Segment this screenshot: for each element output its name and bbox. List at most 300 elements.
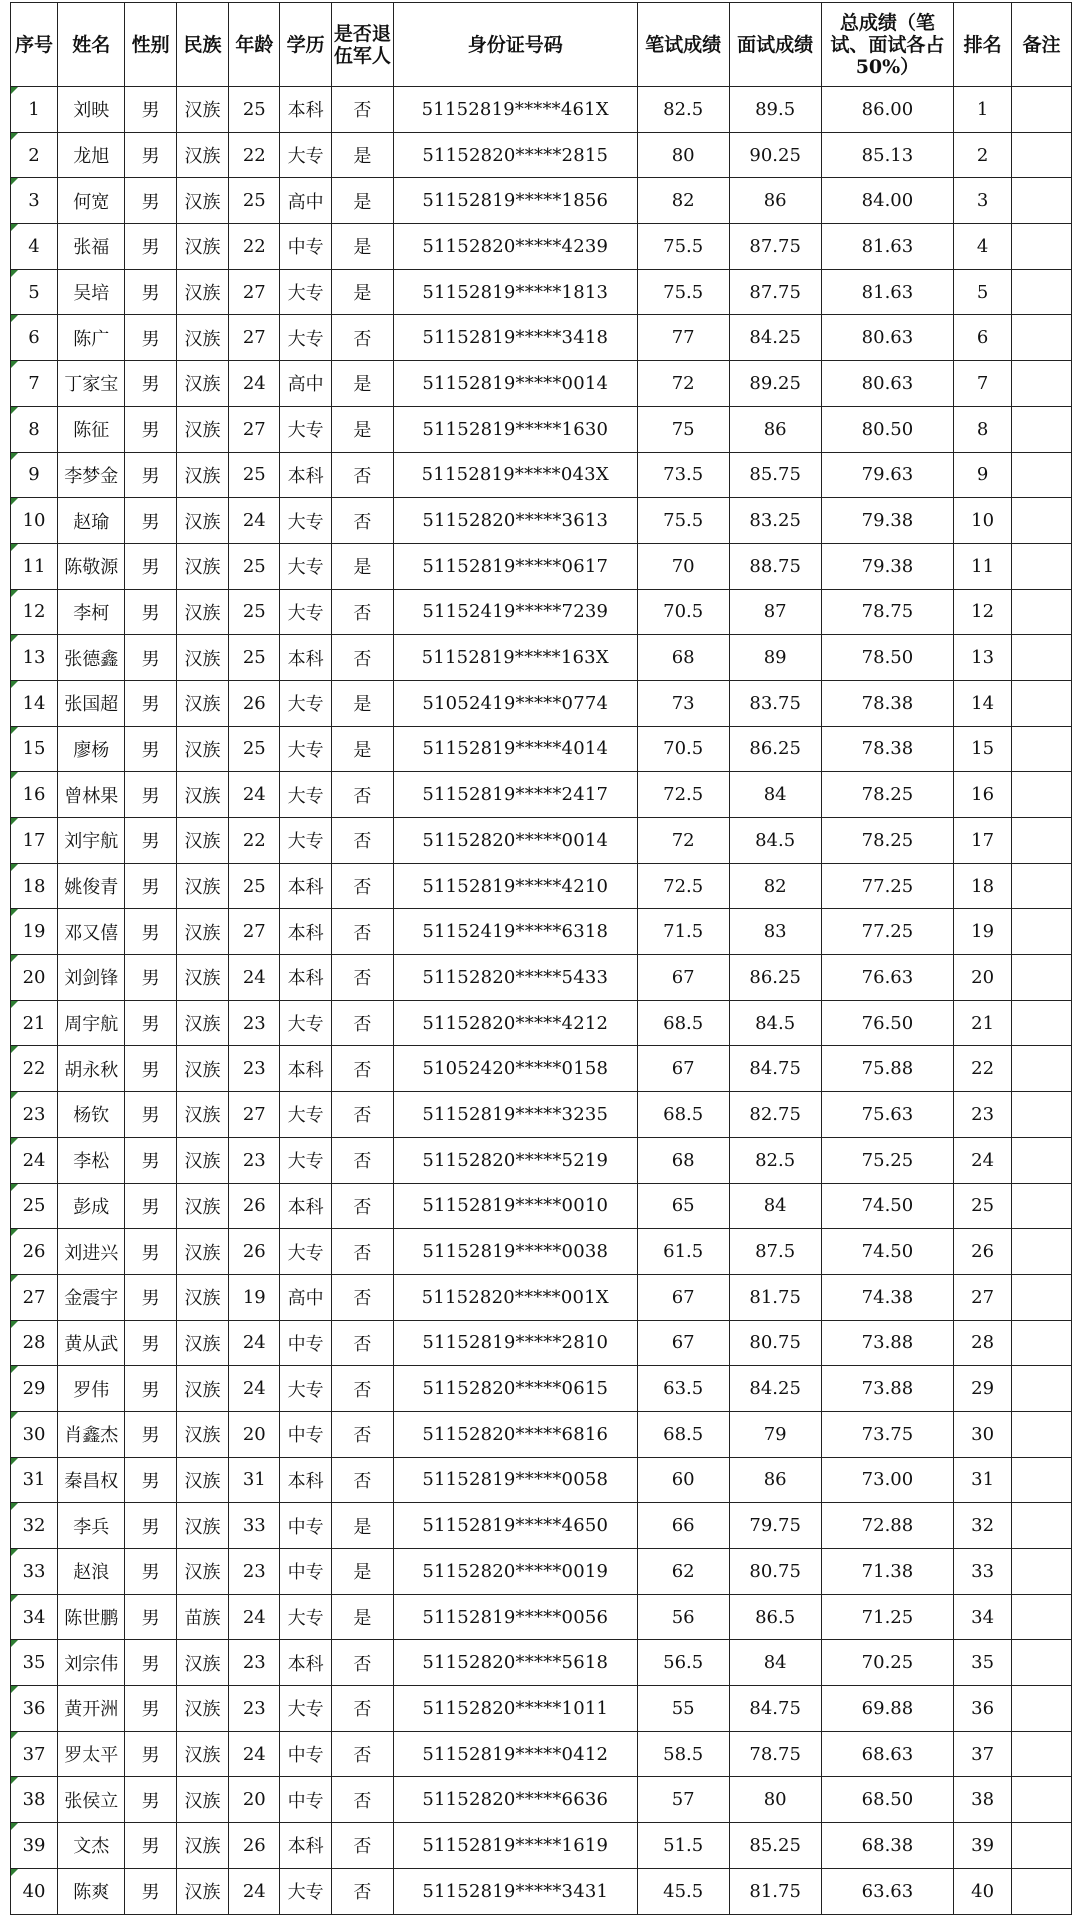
cell-id-number: 51152419*****7239 [393, 589, 637, 635]
cell-gender: 男 [125, 452, 176, 498]
cell-ethnicity: 汉族 [176, 772, 228, 818]
cell-veteran: 否 [331, 1731, 393, 1777]
cell-written-score: 77 [637, 315, 729, 361]
cell-remark [1012, 1457, 1072, 1503]
cell-education: 大专 [280, 680, 331, 726]
cell-age: 20 [229, 1411, 280, 1457]
cell-age: 25 [229, 87, 280, 133]
cell-remark [1012, 452, 1072, 498]
cell-seq: 12 [11, 589, 58, 635]
header-education: 学历 [280, 3, 331, 87]
header-interview-score: 面试成绩 [729, 3, 821, 87]
cell-written-score: 56 [637, 1594, 729, 1640]
cell-name: 何宽 [58, 178, 125, 224]
cell-total-score: 78.25 [821, 818, 954, 864]
cell-gender: 男 [125, 543, 176, 589]
cell-written-score: 80 [637, 132, 729, 178]
cell-seq: 19 [11, 909, 58, 955]
cell-interview-score: 84 [729, 1640, 821, 1686]
cell-gender: 男 [125, 224, 176, 270]
cell-seq: 34 [11, 1594, 58, 1640]
cell-gender: 男 [125, 1366, 176, 1412]
cell-rank: 2 [954, 132, 1012, 178]
cell-age: 25 [229, 543, 280, 589]
cell-id-number: 51052419*****0774 [393, 680, 637, 726]
cell-id-number: 51152820*****0014 [393, 818, 637, 864]
cell-total-score: 68.63 [821, 1731, 954, 1777]
cell-gender: 男 [125, 1823, 176, 1869]
cell-remark [1012, 1777, 1072, 1823]
cell-gender: 男 [125, 1274, 176, 1320]
table-row [11, 726, 1072, 772]
cell-name: 刘映 [58, 87, 125, 133]
cell-id-number: 51152819*****1619 [393, 1823, 637, 1869]
cell-education: 本科 [280, 635, 331, 681]
cell-total-score: 79.63 [821, 452, 954, 498]
cell-id-number: 51152820*****5618 [393, 1640, 637, 1686]
cell-total-score: 75.63 [821, 1092, 954, 1138]
cell-education: 大专 [280, 1594, 331, 1640]
cell-ethnicity: 汉族 [176, 132, 228, 178]
cell-written-score: 68.5 [637, 1092, 729, 1138]
cell-id-number: 51152820*****3613 [393, 498, 637, 544]
cell-id-number: 51152819*****1630 [393, 406, 637, 452]
cell-gender: 男 [125, 269, 176, 315]
cell-written-score: 68.5 [637, 1411, 729, 1457]
cell-veteran: 否 [331, 1183, 393, 1229]
table-row [11, 498, 1072, 544]
cell-rank: 5 [954, 269, 1012, 315]
cell-written-score: 72 [637, 361, 729, 407]
table-row [11, 1594, 1072, 1640]
cell-name: 罗伟 [58, 1366, 125, 1412]
table-row [11, 132, 1072, 178]
table-row [11, 543, 1072, 589]
cell-seq: 30 [11, 1411, 58, 1457]
cell-total-score: 69.88 [821, 1686, 954, 1732]
cell-interview-score: 84.75 [729, 1686, 821, 1732]
cell-name: 肖鑫杰 [58, 1411, 125, 1457]
cell-remark [1012, 132, 1072, 178]
cell-name: 赵瑜 [58, 498, 125, 544]
cell-age: 24 [229, 1366, 280, 1412]
cell-ethnicity: 汉族 [176, 87, 228, 133]
cell-remark [1012, 1366, 1072, 1412]
cell-education: 中专 [280, 224, 331, 270]
cell-rank: 8 [954, 406, 1012, 452]
cell-interview-score: 84 [729, 1183, 821, 1229]
cell-gender: 男 [125, 909, 176, 955]
cell-rank: 26 [954, 1229, 1012, 1275]
table-row [11, 772, 1072, 818]
cell-veteran: 否 [331, 863, 393, 909]
cell-id-number: 51152820*****4239 [393, 224, 637, 270]
cell-veteran: 否 [331, 1640, 393, 1686]
cell-written-score: 67 [637, 1320, 729, 1366]
table-row [11, 269, 1072, 315]
cell-ethnicity: 汉族 [176, 498, 228, 544]
cell-written-score: 73.5 [637, 452, 729, 498]
cell-age: 25 [229, 589, 280, 635]
table-row [11, 1274, 1072, 1320]
cell-gender: 男 [125, 1320, 176, 1366]
cell-interview-score: 79.75 [729, 1503, 821, 1549]
cell-name: 张国超 [58, 680, 125, 726]
header-gender: 性别 [125, 3, 176, 87]
cell-name: 胡永秋 [58, 1046, 125, 1092]
cell-name: 李柯 [58, 589, 125, 635]
cell-id-number: 51152820*****6816 [393, 1411, 637, 1457]
cell-id-number: 51152820*****0615 [393, 1366, 637, 1412]
cell-ethnicity: 汉族 [176, 1503, 228, 1549]
cell-veteran: 否 [331, 1000, 393, 1046]
cell-rank: 10 [954, 498, 1012, 544]
cell-interview-score: 84.25 [729, 315, 821, 361]
cell-ethnicity: 汉族 [176, 726, 228, 772]
cell-remark [1012, 269, 1072, 315]
cell-written-score: 70.5 [637, 589, 729, 635]
cell-id-number: 51152820*****5433 [393, 955, 637, 1001]
cell-remark [1012, 1137, 1072, 1183]
cell-name: 李兵 [58, 1503, 125, 1549]
table-row [11, 589, 1072, 635]
cell-written-score: 63.5 [637, 1366, 729, 1412]
cell-total-score: 76.50 [821, 1000, 954, 1046]
cell-seq: 21 [11, 1000, 58, 1046]
cell-veteran: 否 [331, 955, 393, 1001]
cell-written-score: 72 [637, 818, 729, 864]
table-row [11, 1411, 1072, 1457]
cell-name: 吴培 [58, 269, 125, 315]
cell-gender: 男 [125, 1686, 176, 1732]
cell-remark [1012, 1640, 1072, 1686]
cell-written-score: 70.5 [637, 726, 729, 772]
cell-id-number: 51152819*****461X [393, 87, 637, 133]
cell-rank: 32 [954, 1503, 1012, 1549]
cell-total-score: 80.63 [821, 315, 954, 361]
cell-written-score: 45.5 [637, 1868, 729, 1914]
cell-ethnicity: 汉族 [176, 1640, 228, 1686]
cell-age: 27 [229, 909, 280, 955]
cell-veteran: 否 [331, 1137, 393, 1183]
cell-age: 23 [229, 1640, 280, 1686]
cell-age: 22 [229, 818, 280, 864]
cell-total-score: 77.25 [821, 863, 954, 909]
cell-ethnicity: 汉族 [176, 1092, 228, 1138]
cell-total-score: 71.38 [821, 1549, 954, 1595]
cell-gender: 男 [125, 955, 176, 1001]
cell-education: 本科 [280, 1823, 331, 1869]
cell-remark [1012, 1411, 1072, 1457]
cell-interview-score: 81.75 [729, 1868, 821, 1914]
cell-name: 张侯立 [58, 1777, 125, 1823]
cell-name: 龙旭 [58, 132, 125, 178]
cell-rank: 24 [954, 1137, 1012, 1183]
cell-id-number: 51152820*****5219 [393, 1137, 637, 1183]
cell-education: 大专 [280, 315, 331, 361]
cell-id-number: 51152819*****0038 [393, 1229, 637, 1275]
table-header [11, 3, 1072, 87]
cell-total-score: 68.50 [821, 1777, 954, 1823]
cell-veteran: 否 [331, 498, 393, 544]
cell-age: 31 [229, 1457, 280, 1503]
cell-remark [1012, 315, 1072, 361]
cell-seq: 6 [11, 315, 58, 361]
cell-rank: 31 [954, 1457, 1012, 1503]
cell-seq: 22 [11, 1046, 58, 1092]
cell-total-score: 79.38 [821, 498, 954, 544]
cell-rank: 22 [954, 1046, 1012, 1092]
cell-ethnicity: 汉族 [176, 1046, 228, 1092]
cell-seq: 27 [11, 1274, 58, 1320]
cell-age: 23 [229, 1137, 280, 1183]
cell-rank: 6 [954, 315, 1012, 361]
cell-veteran: 是 [331, 1594, 393, 1640]
cell-education: 大专 [280, 818, 331, 864]
cell-interview-score: 80.75 [729, 1549, 821, 1595]
cell-remark [1012, 1274, 1072, 1320]
cell-seq: 39 [11, 1823, 58, 1869]
cell-remark [1012, 863, 1072, 909]
cell-education: 本科 [280, 87, 331, 133]
cell-education: 本科 [280, 1640, 331, 1686]
results-table [10, 2, 1072, 1915]
cell-rank: 15 [954, 726, 1012, 772]
cell-name: 刘宇航 [58, 818, 125, 864]
cell-veteran: 是 [331, 224, 393, 270]
cell-interview-score: 87.75 [729, 224, 821, 270]
cell-written-score: 55 [637, 1686, 729, 1732]
cell-rank: 27 [954, 1274, 1012, 1320]
cell-veteran: 是 [331, 269, 393, 315]
table-row [11, 1731, 1072, 1777]
cell-interview-score: 86 [729, 178, 821, 224]
cell-written-score: 73 [637, 680, 729, 726]
cell-gender: 男 [125, 178, 176, 224]
cell-education: 大专 [280, 1092, 331, 1138]
cell-name: 秦昌权 [58, 1457, 125, 1503]
cell-ethnicity: 汉族 [176, 909, 228, 955]
cell-education: 本科 [280, 863, 331, 909]
cell-interview-score: 81.75 [729, 1274, 821, 1320]
cell-total-score: 81.63 [821, 224, 954, 270]
table-row [11, 1137, 1072, 1183]
cell-interview-score: 85.75 [729, 452, 821, 498]
cell-age: 27 [229, 406, 280, 452]
cell-interview-score: 86 [729, 406, 821, 452]
cell-age: 19 [229, 1274, 280, 1320]
cell-name: 李梦金 [58, 452, 125, 498]
cell-interview-score: 87.5 [729, 1229, 821, 1275]
cell-education: 大专 [280, 1137, 331, 1183]
table-row [11, 1868, 1072, 1914]
cell-education: 高中 [280, 178, 331, 224]
cell-ethnicity: 汉族 [176, 1229, 228, 1275]
cell-name: 赵浪 [58, 1549, 125, 1595]
cell-interview-score: 83.25 [729, 498, 821, 544]
cell-name: 罗太平 [58, 1731, 125, 1777]
cell-name: 金震宇 [58, 1274, 125, 1320]
cell-rank: 14 [954, 680, 1012, 726]
cell-ethnicity: 汉族 [176, 955, 228, 1001]
cell-age: 25 [229, 178, 280, 224]
cell-education: 中专 [280, 1320, 331, 1366]
cell-total-score: 86.00 [821, 87, 954, 133]
cell-education: 大专 [280, 498, 331, 544]
cell-education: 中专 [280, 1777, 331, 1823]
cell-interview-score: 86.5 [729, 1594, 821, 1640]
cell-veteran: 否 [331, 635, 393, 681]
cell-id-number: 51152819*****3431 [393, 1868, 637, 1914]
cell-written-score: 68.5 [637, 1000, 729, 1046]
cell-rank: 35 [954, 1640, 1012, 1686]
cell-rank: 17 [954, 818, 1012, 864]
table-row [11, 635, 1072, 681]
header-name: 姓名 [58, 3, 125, 87]
cell-remark [1012, 1183, 1072, 1229]
cell-seq: 13 [11, 635, 58, 681]
cell-age: 24 [229, 498, 280, 544]
cell-gender: 男 [125, 87, 176, 133]
cell-id-number: 51152820*****1011 [393, 1686, 637, 1732]
cell-remark [1012, 1731, 1072, 1777]
cell-total-score: 85.13 [821, 132, 954, 178]
cell-total-score: 74.50 [821, 1229, 954, 1275]
cell-education: 本科 [280, 1457, 331, 1503]
cell-seq: 17 [11, 818, 58, 864]
header-row [11, 3, 1072, 87]
cell-veteran: 否 [331, 1411, 393, 1457]
cell-remark [1012, 224, 1072, 270]
header-written-score: 笔试成绩 [637, 3, 729, 87]
cell-name: 黄开洲 [58, 1686, 125, 1732]
cell-remark [1012, 955, 1072, 1001]
cell-ethnicity: 汉族 [176, 1137, 228, 1183]
header-age: 年龄 [229, 3, 280, 87]
cell-id-number: 51152819*****0014 [393, 361, 637, 407]
cell-veteran: 否 [331, 87, 393, 133]
cell-veteran: 否 [331, 1320, 393, 1366]
cell-written-score: 70 [637, 543, 729, 589]
cell-written-score: 58.5 [637, 1731, 729, 1777]
cell-remark [1012, 726, 1072, 772]
cell-name: 彭成 [58, 1183, 125, 1229]
cell-seq: 15 [11, 726, 58, 772]
cell-name: 丁家宝 [58, 361, 125, 407]
cell-education: 大专 [280, 726, 331, 772]
cell-seq: 3 [11, 178, 58, 224]
cell-rank: 20 [954, 955, 1012, 1001]
cell-total-score: 78.38 [821, 680, 954, 726]
cell-total-score: 78.50 [821, 635, 954, 681]
table-row [11, 1549, 1072, 1595]
cell-veteran: 否 [331, 1457, 393, 1503]
cell-veteran: 否 [331, 1046, 393, 1092]
cell-written-score: 68 [637, 635, 729, 681]
cell-written-score: 71.5 [637, 909, 729, 955]
table-row [11, 1000, 1072, 1046]
cell-age: 22 [229, 132, 280, 178]
cell-gender: 男 [125, 498, 176, 544]
cell-total-score: 75.25 [821, 1137, 954, 1183]
cell-interview-score: 85.25 [729, 1823, 821, 1869]
cell-education: 中专 [280, 1549, 331, 1595]
cell-education: 大专 [280, 1000, 331, 1046]
cell-age: 27 [229, 1092, 280, 1138]
cell-gender: 男 [125, 1229, 176, 1275]
cell-interview-score: 86.25 [729, 955, 821, 1001]
cell-seq: 8 [11, 406, 58, 452]
cell-interview-score: 82.75 [729, 1092, 821, 1138]
cell-total-score: 84.00 [821, 178, 954, 224]
cell-interview-score: 89 [729, 635, 821, 681]
cell-remark [1012, 178, 1072, 224]
cell-gender: 男 [125, 1046, 176, 1092]
cell-id-number: 51152819*****0617 [393, 543, 637, 589]
cell-ethnicity: 汉族 [176, 1731, 228, 1777]
cell-rank: 9 [954, 452, 1012, 498]
cell-ethnicity: 汉族 [176, 406, 228, 452]
cell-written-score: 82.5 [637, 87, 729, 133]
cell-gender: 男 [125, 726, 176, 772]
cell-name: 邓又僖 [58, 909, 125, 955]
cell-remark [1012, 1549, 1072, 1595]
cell-gender: 男 [125, 1549, 176, 1595]
cell-age: 25 [229, 635, 280, 681]
cell-interview-score: 80.75 [729, 1320, 821, 1366]
cell-total-score: 79.38 [821, 543, 954, 589]
cell-remark [1012, 635, 1072, 681]
cell-written-score: 75.5 [637, 269, 729, 315]
cell-age: 25 [229, 863, 280, 909]
cell-id-number: 51152819*****0058 [393, 1457, 637, 1503]
table-row [11, 406, 1072, 452]
cell-total-score: 70.25 [821, 1640, 954, 1686]
cell-seq: 24 [11, 1137, 58, 1183]
cell-total-score: 73.00 [821, 1457, 954, 1503]
cell-education: 大专 [280, 589, 331, 635]
cell-written-score: 67 [637, 1274, 729, 1320]
cell-ethnicity: 汉族 [176, 1366, 228, 1412]
cell-name: 杨钦 [58, 1092, 125, 1138]
cell-interview-score: 90.25 [729, 132, 821, 178]
cell-total-score: 80.63 [821, 361, 954, 407]
table-row [11, 1640, 1072, 1686]
cell-total-score: 77.25 [821, 909, 954, 955]
table-row [11, 909, 1072, 955]
header-seq: 序号 [11, 3, 58, 87]
cell-written-score: 75 [637, 406, 729, 452]
cell-name: 张德鑫 [58, 635, 125, 681]
cell-education: 本科 [280, 909, 331, 955]
table-row [11, 1229, 1072, 1275]
cell-ethnicity: 汉族 [176, 863, 228, 909]
cell-education: 本科 [280, 1046, 331, 1092]
cell-veteran: 否 [331, 1274, 393, 1320]
cell-gender: 男 [125, 1777, 176, 1823]
cell-rank: 21 [954, 1000, 1012, 1046]
cell-id-number: 51152820*****6636 [393, 1777, 637, 1823]
cell-age: 23 [229, 1000, 280, 1046]
table-row [11, 1320, 1072, 1366]
cell-seq: 25 [11, 1183, 58, 1229]
cell-id-number: 51152819*****3418 [393, 315, 637, 361]
cell-interview-score: 84.5 [729, 1000, 821, 1046]
cell-gender: 男 [125, 1411, 176, 1457]
cell-remark [1012, 1594, 1072, 1640]
cell-gender: 男 [125, 1457, 176, 1503]
cell-seq: 16 [11, 772, 58, 818]
